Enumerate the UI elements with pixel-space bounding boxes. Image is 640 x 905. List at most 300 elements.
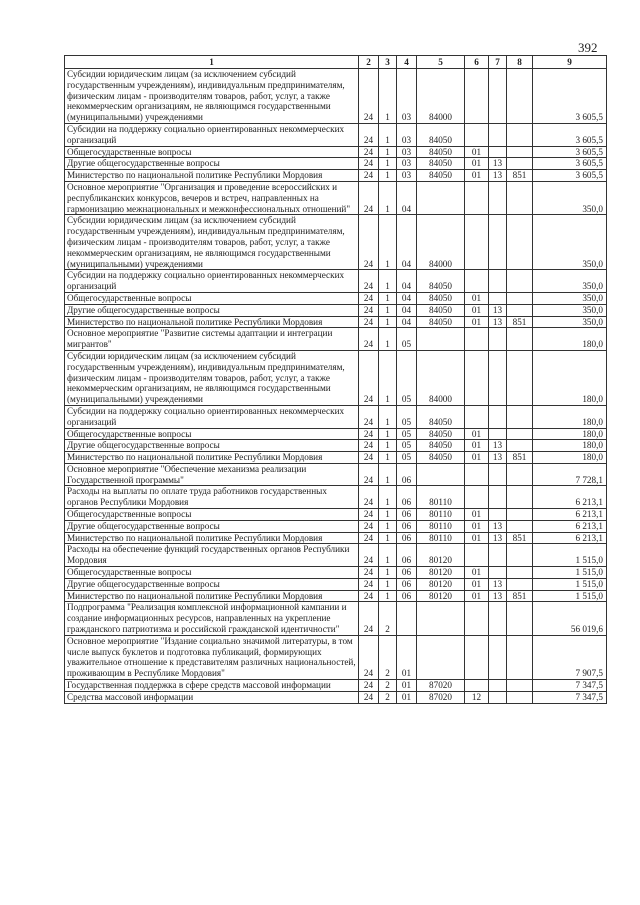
code-cell	[465, 123, 489, 146]
code-cell: 24	[359, 270, 379, 293]
code-cell: 24	[359, 680, 379, 692]
row-name-cell: Субсидии юридическим лицам (за исключением субсидий государственным учреждениям), индивидуальным предпринимателям, физическим лицам - производителям товаров, работ, услуг, а также некоммерческим организациям, не являющимся государственными (муниципальными) учреждениями	[65, 69, 359, 124]
code-cell	[507, 578, 533, 590]
amount-cell: 3 605,5	[533, 123, 607, 146]
code-cell: 1	[379, 328, 397, 351]
code-cell: 04	[397, 270, 417, 293]
code-cell	[465, 328, 489, 351]
row-name-cell: Другие общегосударственные вопросы	[65, 304, 359, 316]
code-cell	[465, 486, 489, 509]
table-row	[65, 635, 607, 679]
code-cell: 1	[379, 215, 397, 270]
code-cell	[417, 181, 465, 214]
code-cell: 24	[359, 590, 379, 602]
code-cell: 06	[397, 578, 417, 590]
code-cell: 06	[397, 520, 417, 532]
code-cell: 01	[465, 316, 489, 328]
code-cell: 01	[465, 292, 489, 304]
code-cell: 24	[359, 350, 379, 405]
header-cell: 4	[397, 56, 417, 69]
amount-cell: 350,0	[533, 292, 607, 304]
row-name-cell: Государственная поддержка в сфере средств массовой информации	[65, 680, 359, 692]
code-cell: 84050	[417, 405, 465, 428]
row-name-cell: Общегосударственные вопросы	[65, 428, 359, 440]
code-cell: 04	[397, 292, 417, 304]
table-row	[65, 509, 607, 521]
table-row	[65, 680, 607, 692]
code-cell: 1	[379, 158, 397, 170]
code-cell	[489, 181, 507, 214]
code-cell	[489, 486, 507, 509]
table-row	[65, 428, 607, 440]
amount-cell: 180,0	[533, 452, 607, 464]
code-cell	[489, 270, 507, 293]
code-cell	[489, 680, 507, 692]
row-name-cell: Министерство по национальной политике Республики Мордовия	[65, 590, 359, 602]
header-cell: 3	[379, 56, 397, 69]
code-cell	[465, 270, 489, 293]
header-cell: 9	[533, 56, 607, 69]
code-cell: 24	[359, 567, 379, 579]
code-cell: 13	[489, 440, 507, 452]
amount-cell: 3 605,5	[533, 146, 607, 158]
table-row	[65, 463, 607, 486]
code-cell	[507, 567, 533, 579]
code-cell: 13	[489, 532, 507, 544]
code-cell: 24	[359, 635, 379, 679]
code-cell	[507, 123, 533, 146]
code-cell: 84050	[417, 123, 465, 146]
code-cell: 24	[359, 170, 379, 182]
code-cell	[507, 158, 533, 170]
code-cell: 03	[397, 158, 417, 170]
code-cell	[489, 328, 507, 351]
code-cell	[489, 635, 507, 679]
code-cell	[507, 635, 533, 679]
budget-table	[64, 55, 607, 704]
code-cell: 1	[379, 350, 397, 405]
code-cell	[397, 602, 417, 635]
code-cell: 13	[489, 158, 507, 170]
code-cell: 13	[489, 304, 507, 316]
code-cell: 01	[465, 146, 489, 158]
table-row	[65, 292, 607, 304]
table-row	[65, 158, 607, 170]
code-cell: 80120	[417, 590, 465, 602]
amount-cell: 6 213,1	[533, 532, 607, 544]
code-cell: 05	[397, 405, 417, 428]
amount-cell: 180,0	[533, 350, 607, 405]
table-row	[65, 69, 607, 124]
code-cell: 1	[379, 509, 397, 521]
code-cell	[489, 602, 507, 635]
row-name-cell: Общегосударственные вопросы	[65, 509, 359, 521]
code-cell: 13	[489, 452, 507, 464]
code-cell: 01	[465, 509, 489, 521]
code-cell: 851	[507, 170, 533, 182]
code-cell: 1	[379, 170, 397, 182]
code-cell: 24	[359, 691, 379, 703]
row-name-cell: Субсидии на поддержку социально ориентированных некоммерческих организаций	[65, 123, 359, 146]
table-row	[65, 304, 607, 316]
code-cell	[417, 328, 465, 351]
code-cell: 1	[379, 292, 397, 304]
header-row	[65, 56, 607, 69]
table-row	[65, 440, 607, 452]
table-row	[65, 123, 607, 146]
code-cell: 1	[379, 532, 397, 544]
code-cell: 01	[465, 578, 489, 590]
code-cell: 01	[465, 158, 489, 170]
row-name-cell: Другие общегосударственные вопросы	[65, 158, 359, 170]
code-cell	[417, 463, 465, 486]
table-row	[65, 181, 607, 214]
code-cell: 1	[379, 567, 397, 579]
code-cell: 1	[379, 181, 397, 214]
code-cell	[507, 304, 533, 316]
row-name-cell: Расходы на обеспечение функций государственных органов Республики Мордовия	[65, 544, 359, 567]
amount-cell: 7 907,5	[533, 635, 607, 679]
code-cell: 24	[359, 463, 379, 486]
amount-cell: 350,0	[533, 304, 607, 316]
code-cell: 2	[379, 602, 397, 635]
code-cell	[489, 215, 507, 270]
code-cell: 24	[359, 292, 379, 304]
code-cell: 24	[359, 304, 379, 316]
header-cell: 6	[465, 56, 489, 69]
row-name-cell: Другие общегосударственные вопросы	[65, 578, 359, 590]
row-name-cell: Основное мероприятие "Организация и проведение всероссийских и республиканских конкурсов, вечеров и встреч, направленных на гармонизацию межнациональных и межконфессиональных отношений"	[65, 181, 359, 214]
row-name-cell: Министерство по национальной политике Республики Мордовия	[65, 452, 359, 464]
code-cell: 2	[379, 680, 397, 692]
code-cell	[507, 509, 533, 521]
code-cell: 12	[465, 691, 489, 703]
code-cell: 87020	[417, 680, 465, 692]
row-name-cell: Основное мероприятие "Развитие системы адаптации и интеграции мигрантов"	[65, 328, 359, 351]
header-cell: 7	[489, 56, 507, 69]
row-name-cell: Субсидии юридическим лицам (за исключением субсидий государственным учреждениям), индивидуальным предпринимателям, физическим лицам - производителям товаров, работ, услуг, а также некоммерческим организациям, не являющимся государственными (муниципальными) учреждениями	[65, 350, 359, 405]
code-cell	[507, 428, 533, 440]
code-cell	[507, 146, 533, 158]
row-name-cell: Министерство по национальной политике Республики Мордовия	[65, 316, 359, 328]
code-cell	[507, 215, 533, 270]
code-cell: 01	[397, 635, 417, 679]
code-cell	[507, 181, 533, 214]
code-cell: 1	[379, 440, 397, 452]
code-cell: 24	[359, 578, 379, 590]
code-cell: 84050	[417, 304, 465, 316]
table-row	[65, 567, 607, 579]
code-cell: 851	[507, 316, 533, 328]
row-name-cell: Субсидии юридическим лицам (за исключением субсидий государственным учреждениям), индивидуальным предпринимателям, физическим лицам - производителям товаров, работ, услуг, а также некоммерческим организациям, не являющимся государственными (муниципальными) учреждениями	[65, 215, 359, 270]
amount-cell: 1 515,0	[533, 578, 607, 590]
row-name-cell: Общегосударственные вопросы	[65, 292, 359, 304]
code-cell: 01	[465, 440, 489, 452]
code-cell: 1	[379, 590, 397, 602]
code-cell: 1	[379, 428, 397, 440]
code-cell: 04	[397, 304, 417, 316]
header-cell: 5	[417, 56, 465, 69]
code-cell	[489, 567, 507, 579]
code-cell: 80110	[417, 509, 465, 521]
row-name-cell: Другие общегосударственные вопросы	[65, 440, 359, 452]
row-name-cell: Другие общегосударственные вопросы	[65, 520, 359, 532]
code-cell: 05	[397, 440, 417, 452]
code-cell: 1	[379, 304, 397, 316]
code-cell: 24	[359, 520, 379, 532]
code-cell: 01	[465, 304, 489, 316]
amount-cell: 350,0	[533, 181, 607, 214]
code-cell: 1	[379, 486, 397, 509]
amount-cell: 180,0	[533, 405, 607, 428]
code-cell: 24	[359, 328, 379, 351]
code-cell: 05	[397, 350, 417, 405]
code-cell	[489, 691, 507, 703]
table-row	[65, 350, 607, 405]
code-cell	[489, 463, 507, 486]
code-cell: 84050	[417, 170, 465, 182]
code-cell: 84050	[417, 158, 465, 170]
code-cell: 01	[465, 452, 489, 464]
code-cell	[489, 544, 507, 567]
code-cell: 06	[397, 532, 417, 544]
code-cell: 84050	[417, 440, 465, 452]
code-cell: 1	[379, 316, 397, 328]
amount-cell: 6 213,1	[533, 509, 607, 521]
row-name-cell: Подпрограмма "Реализация комплексной информационной кампании и создание информационных ресурсов, направленных на укрепление гражданского патриотизма и российской гражданской идентичности"	[65, 602, 359, 635]
code-cell: 1	[379, 544, 397, 567]
code-cell: 80120	[417, 567, 465, 579]
table-row	[65, 590, 607, 602]
amount-cell: 3 605,5	[533, 170, 607, 182]
code-cell: 1	[379, 270, 397, 293]
code-cell	[507, 602, 533, 635]
code-cell: 03	[397, 170, 417, 182]
code-cell: 84000	[417, 215, 465, 270]
code-cell: 84000	[417, 69, 465, 124]
code-cell: 1	[379, 578, 397, 590]
code-cell	[465, 215, 489, 270]
row-name-cell: Основное мероприятие "Издание социально значимой литературы, в том числе выпуск буклетов и подготовка публикаций, формирующих уважительное отношение к представителям различных национальностей, проживающим в Республике Мордовия"	[65, 635, 359, 679]
code-cell	[507, 328, 533, 351]
table-row	[65, 486, 607, 509]
code-cell	[489, 292, 507, 304]
code-cell: 05	[397, 452, 417, 464]
table-row	[65, 544, 607, 567]
table-row	[65, 532, 607, 544]
code-cell	[507, 463, 533, 486]
table-row	[65, 328, 607, 351]
code-cell	[489, 428, 507, 440]
code-cell: 05	[397, 428, 417, 440]
code-cell: 01	[397, 680, 417, 692]
code-cell: 24	[359, 181, 379, 214]
code-cell: 1	[379, 69, 397, 124]
code-cell: 851	[507, 532, 533, 544]
code-cell: 06	[397, 509, 417, 521]
row-name-cell: Субсидии на поддержку социально ориентированных некоммерческих организаций	[65, 405, 359, 428]
code-cell	[507, 69, 533, 124]
code-cell: 24	[359, 316, 379, 328]
code-cell: 84050	[417, 428, 465, 440]
amount-cell: 350,0	[533, 215, 607, 270]
amount-cell: 180,0	[533, 440, 607, 452]
row-name-cell: Средства массовой информации	[65, 691, 359, 703]
amount-cell: 1 515,0	[533, 590, 607, 602]
header-cell: 1	[65, 56, 359, 69]
code-cell: 24	[359, 158, 379, 170]
code-cell: 1	[379, 146, 397, 158]
row-name-cell: Министерство по национальной политике Республики Мордовия	[65, 532, 359, 544]
code-cell: 1	[379, 452, 397, 464]
code-cell: 24	[359, 428, 379, 440]
code-cell: 06	[397, 590, 417, 602]
code-cell	[465, 635, 489, 679]
amount-cell: 3 605,5	[533, 69, 607, 124]
code-cell	[465, 69, 489, 124]
code-cell: 13	[489, 316, 507, 328]
code-cell: 01	[465, 567, 489, 579]
code-cell: 851	[507, 452, 533, 464]
code-cell: 06	[397, 463, 417, 486]
code-cell: 01	[397, 691, 417, 703]
code-cell	[489, 405, 507, 428]
amount-cell: 1 515,0	[533, 544, 607, 567]
code-cell: 03	[397, 123, 417, 146]
code-cell: 24	[359, 544, 379, 567]
code-cell	[507, 440, 533, 452]
code-cell: 13	[489, 590, 507, 602]
code-cell: 851	[507, 590, 533, 602]
table-row	[65, 270, 607, 293]
code-cell	[489, 123, 507, 146]
amount-cell: 7 728,1	[533, 463, 607, 486]
code-cell: 01	[465, 428, 489, 440]
code-cell: 01	[465, 590, 489, 602]
code-cell: 01	[465, 532, 489, 544]
code-cell	[489, 146, 507, 158]
row-name-cell: Общегосударственные вопросы	[65, 567, 359, 579]
code-cell	[507, 680, 533, 692]
amount-cell: 7 347,5	[533, 691, 607, 703]
code-cell: 24	[359, 146, 379, 158]
code-cell: 24	[359, 405, 379, 428]
code-cell: 13	[489, 578, 507, 590]
code-cell: 2	[379, 635, 397, 679]
code-cell: 24	[359, 123, 379, 146]
code-cell: 13	[489, 170, 507, 182]
amount-cell: 7 347,5	[533, 680, 607, 692]
amount-cell: 350,0	[533, 270, 607, 293]
code-cell: 1	[379, 123, 397, 146]
code-cell	[465, 602, 489, 635]
code-cell: 1	[379, 520, 397, 532]
amount-cell: 180,0	[533, 328, 607, 351]
code-cell	[465, 680, 489, 692]
amount-cell: 350,0	[533, 316, 607, 328]
table-row	[65, 578, 607, 590]
amount-cell: 180,0	[533, 428, 607, 440]
amount-cell: 1 515,0	[533, 567, 607, 579]
code-cell: 80110	[417, 520, 465, 532]
code-cell	[489, 350, 507, 405]
code-cell: 04	[397, 215, 417, 270]
code-cell	[465, 463, 489, 486]
row-name-cell: Министерство по национальной политике Республики Мордовия	[65, 170, 359, 182]
code-cell: 03	[397, 146, 417, 158]
code-cell: 01	[465, 520, 489, 532]
code-cell: 84000	[417, 350, 465, 405]
row-name-cell: Расходы на выплаты по оплате труда работников государственных органов Республики Мордовия	[65, 486, 359, 509]
code-cell	[465, 181, 489, 214]
code-cell	[507, 520, 533, 532]
row-name-cell: Основное мероприятие "Обеспечение механизма реализации Государственной программы"	[65, 463, 359, 486]
code-cell: 84050	[417, 270, 465, 293]
code-cell	[489, 69, 507, 124]
table-row	[65, 452, 607, 464]
amount-cell: 56 019,6	[533, 602, 607, 635]
code-cell	[507, 292, 533, 304]
code-cell: 05	[397, 328, 417, 351]
code-cell: 2	[379, 691, 397, 703]
table-row	[65, 520, 607, 532]
code-cell	[489, 509, 507, 521]
table-row	[65, 146, 607, 158]
page-number: 392	[578, 40, 598, 55]
code-cell	[507, 544, 533, 567]
code-cell: 04	[397, 316, 417, 328]
row-name-cell: Общегосударственные вопросы	[65, 146, 359, 158]
code-cell	[417, 635, 465, 679]
code-cell: 06	[397, 567, 417, 579]
code-cell: 84050	[417, 452, 465, 464]
code-cell: 24	[359, 69, 379, 124]
amount-cell: 6 213,1	[533, 520, 607, 532]
code-cell	[507, 691, 533, 703]
header-cell: 2	[359, 56, 379, 69]
code-cell	[465, 350, 489, 405]
code-cell: 03	[397, 69, 417, 124]
code-cell	[507, 486, 533, 509]
code-cell: 04	[397, 181, 417, 214]
code-cell: 84050	[417, 316, 465, 328]
code-cell	[507, 405, 533, 428]
amount-cell: 6 213,1	[533, 486, 607, 509]
code-cell	[507, 350, 533, 405]
code-cell: 87020	[417, 691, 465, 703]
code-cell: 06	[397, 486, 417, 509]
code-cell: 24	[359, 602, 379, 635]
code-cell: 24	[359, 452, 379, 464]
code-cell: 24	[359, 509, 379, 521]
code-cell: 80110	[417, 532, 465, 544]
code-cell: 80120	[417, 578, 465, 590]
header-cell: 8	[507, 56, 533, 69]
code-cell: 84050	[417, 292, 465, 304]
row-name-cell: Субсидии на поддержку социально ориентированных некоммерческих организаций	[65, 270, 359, 293]
code-cell	[465, 544, 489, 567]
code-cell	[465, 405, 489, 428]
code-cell: 24	[359, 486, 379, 509]
code-cell	[417, 602, 465, 635]
table-row	[65, 691, 607, 703]
code-cell: 13	[489, 520, 507, 532]
table-row	[65, 602, 607, 635]
code-cell: 24	[359, 440, 379, 452]
code-cell: 01	[465, 170, 489, 182]
table-row	[65, 170, 607, 182]
table-row	[65, 316, 607, 328]
